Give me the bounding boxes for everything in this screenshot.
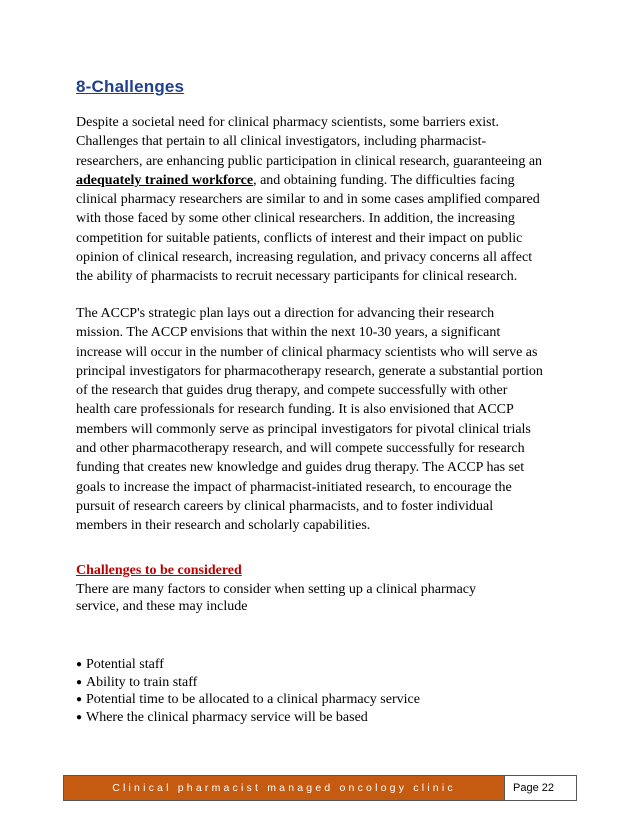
text-line: competition for suitable patients, conflicts of interest and their impact on public [76, 230, 523, 246]
subheading: Challenges to be considered [76, 563, 242, 578]
text-line: researchers, are enhancing public participation in clinical research, guaranteeing an [76, 153, 543, 169]
bullet-icon: ● [76, 694, 83, 705]
text-line: with those faced by some other clinical researchers. In addition, the increasing [76, 211, 515, 227]
text-line: pursuit of research careers by clinical pharmacists, and to foster individual [76, 498, 494, 514]
list-item [76, 691, 420, 709]
list-item-label: Potential staff [86, 657, 164, 672]
list-item-label: Potential time to be allocated to a clinical pharmacy service [86, 692, 420, 707]
paragraph-accp [76, 304, 576, 536]
bullet-icon: ● [76, 711, 83, 723]
text-line: of the research that guides drug therapy, and compete successfully with other [76, 383, 508, 399]
text-line [76, 171, 576, 190]
text-fragment: , and obtaining funding. The difficulties facing [253, 172, 515, 188]
list-item [76, 709, 420, 727]
bullet-icon: ● [76, 659, 83, 670]
bullet-list [76, 656, 420, 726]
intro-text [76, 581, 476, 615]
text-line: principal investigators for pharmacotherapy research, generate a substantial portion [76, 363, 543, 379]
page-footer [63, 775, 577, 801]
text-line: clinical pharmacy researchers are similar to and in some cases amplified compared [76, 192, 540, 208]
list-item [76, 656, 420, 674]
bullet-icon: ● [76, 676, 83, 688]
text-line: There are many factors to consider when setting up a clinical pharmacy [76, 582, 477, 597]
text-line: members in their research and scholarly capabilities. [76, 518, 371, 534]
list-item-label: Ability to train staff [86, 674, 198, 690]
text-line: Challenges that pertain to all clinical investigators, including pharmacist- [76, 134, 487, 150]
text-line: members will commonly serve as principal investigators for pivotal clinical trials [76, 421, 531, 437]
text-line: increase will occur in the number of clinical pharmacy scientists who will serve as [76, 344, 538, 360]
text-line: health care professionals for research funding. It is also envisioned that ACCP [76, 402, 514, 418]
page-number: Page 22 [505, 776, 576, 800]
text-line: and other pharmacotherapy research, and will compete successfully for research [76, 441, 525, 457]
footer-title: Clinical pharmacist managed oncology clinic [64, 776, 505, 800]
text-line: Despite a societal need for clinical pharmacy scientists, some barriers exist. [76, 115, 499, 130]
text-line: service, and these may include [76, 599, 248, 614]
list-item [76, 674, 420, 692]
text-line: opinion of clinical research, increasing regulation, and privacy concerns all affect [76, 250, 533, 266]
text-line: mission. The ACCP envisions that within the next 10-30 years, a significant [76, 325, 501, 341]
text-line: funding that creates new knowledge and guides drug therapy. The ACCP has set [76, 460, 525, 476]
section-heading: 8-Challenges [76, 77, 185, 96]
emphasis-text: adequately trained workforce [76, 172, 254, 188]
text-line: the ability of pharmacists to recruit necessary participants for clinical research. [76, 269, 518, 285]
text-line: goals to increase the impact of pharmacist-initiated research, to encourage the [76, 479, 512, 495]
paragraph-challenges [76, 113, 576, 287]
list-item-label: Where the clinical pharmacy service will be based [86, 709, 368, 725]
text-line: The ACCP's strategic plan lays out a direction for advancing their research [76, 306, 495, 321]
